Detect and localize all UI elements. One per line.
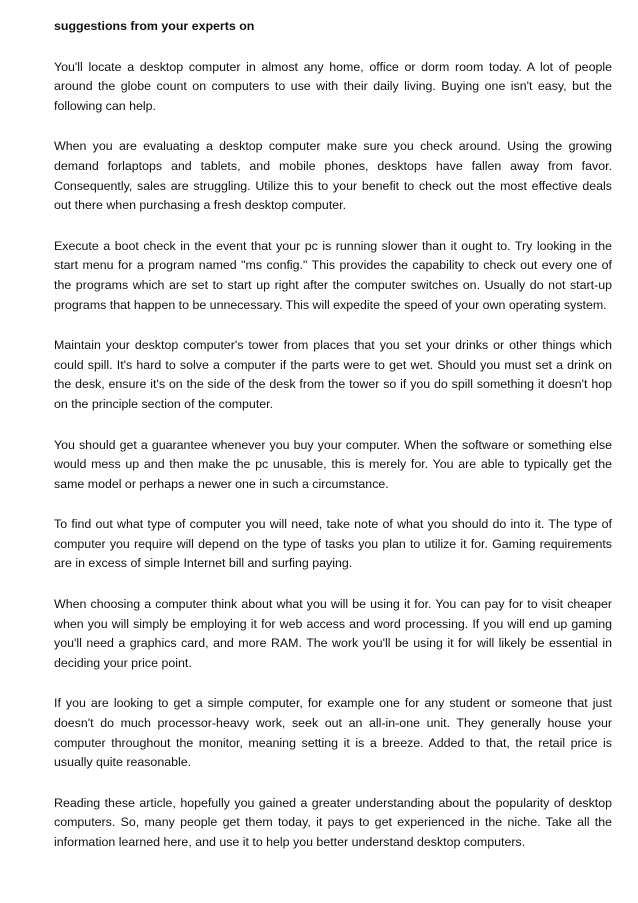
paragraph-2: When you are evaluating a desktop computer make sure you check around. Using the growing demand forlaptops and tablets, and mobile phones, desktops have fallen away from favor. Consequently, sales are struggling. Utilize this to your benefit to check out the most effective deals out there when purchasing a fresh desktop computer.: [54, 139, 612, 213]
paragraph-7: When choosing a computer think about what you will be using it for. You can pay for to visit cheaper when you will simply be employing it for web access and word processing. If you will end up gaming you'll need a graphics card, and more RAM. The work you'll be using it for will likely be essential in deciding your price point.: [54, 597, 612, 670]
paragraph-5: You should get a guarantee whenever you buy your computer. When the software or something else would mess up and then make the pc unusable, this is merely for. You are able to typically get the same model or perhaps a newer one in such a circumstance.: [54, 437, 612, 491]
document-title: suggestions from your experts on: [54, 19, 255, 33]
paragraph-6: To find out what type of computer you will need, take note of what you should do into it. The type of computer you require will depend on the type of tasks you plan to utilize it for. Gaming requirements are in excess of simple Internet bill and surfing paying.: [54, 517, 612, 571]
paragraph-9: Reading these article, hopefully you gained a greater understanding about the popularity of desktop computers. So, many people get them today, it pays to get experienced in the niche. Take all the information learned here, and use it to help you better understand desktop computers.: [54, 795, 612, 849]
paragraph-8: If you are looking to get a simple computer, for example one for any student or someone that just doesn't do much processor-heavy work, seek out an all-in-one unit. They generally house your computer throughout the monitor, meaning setting it is a breeze. Added to that, the retail price is usually quite reasonable.: [54, 696, 612, 770]
paragraph-1: You'll locate a desktop computer in almost any home, office or dorm room today. A lot of people around the globe count on computers to use with their daily living. Buying one isn't easy, but the following can help.: [54, 59, 612, 113]
paragraph-4: Maintain your desktop computer's tower from places that you set your drinks or other things which could spill. It's hard to solve a computer if the parts were to get wet. Should you must set a drink on the desk, ensure it's on the side of the desk from the tower so if you do spill something it doesn't hop on the principle section of the computer.: [54, 338, 612, 411]
document-page: [54, 17, 612, 874]
paragraph-3: Execute a boot check in the event that your pc is running slower than it ought to. Try looking in the start menu for a program named "ms config." This provides the capability to check out every one of the programs which are set to start up right after the computer switches on. Usually do not start-up programs that happen to be unnecessary. This will expedite the speed of your own operating system.: [54, 238, 612, 312]
